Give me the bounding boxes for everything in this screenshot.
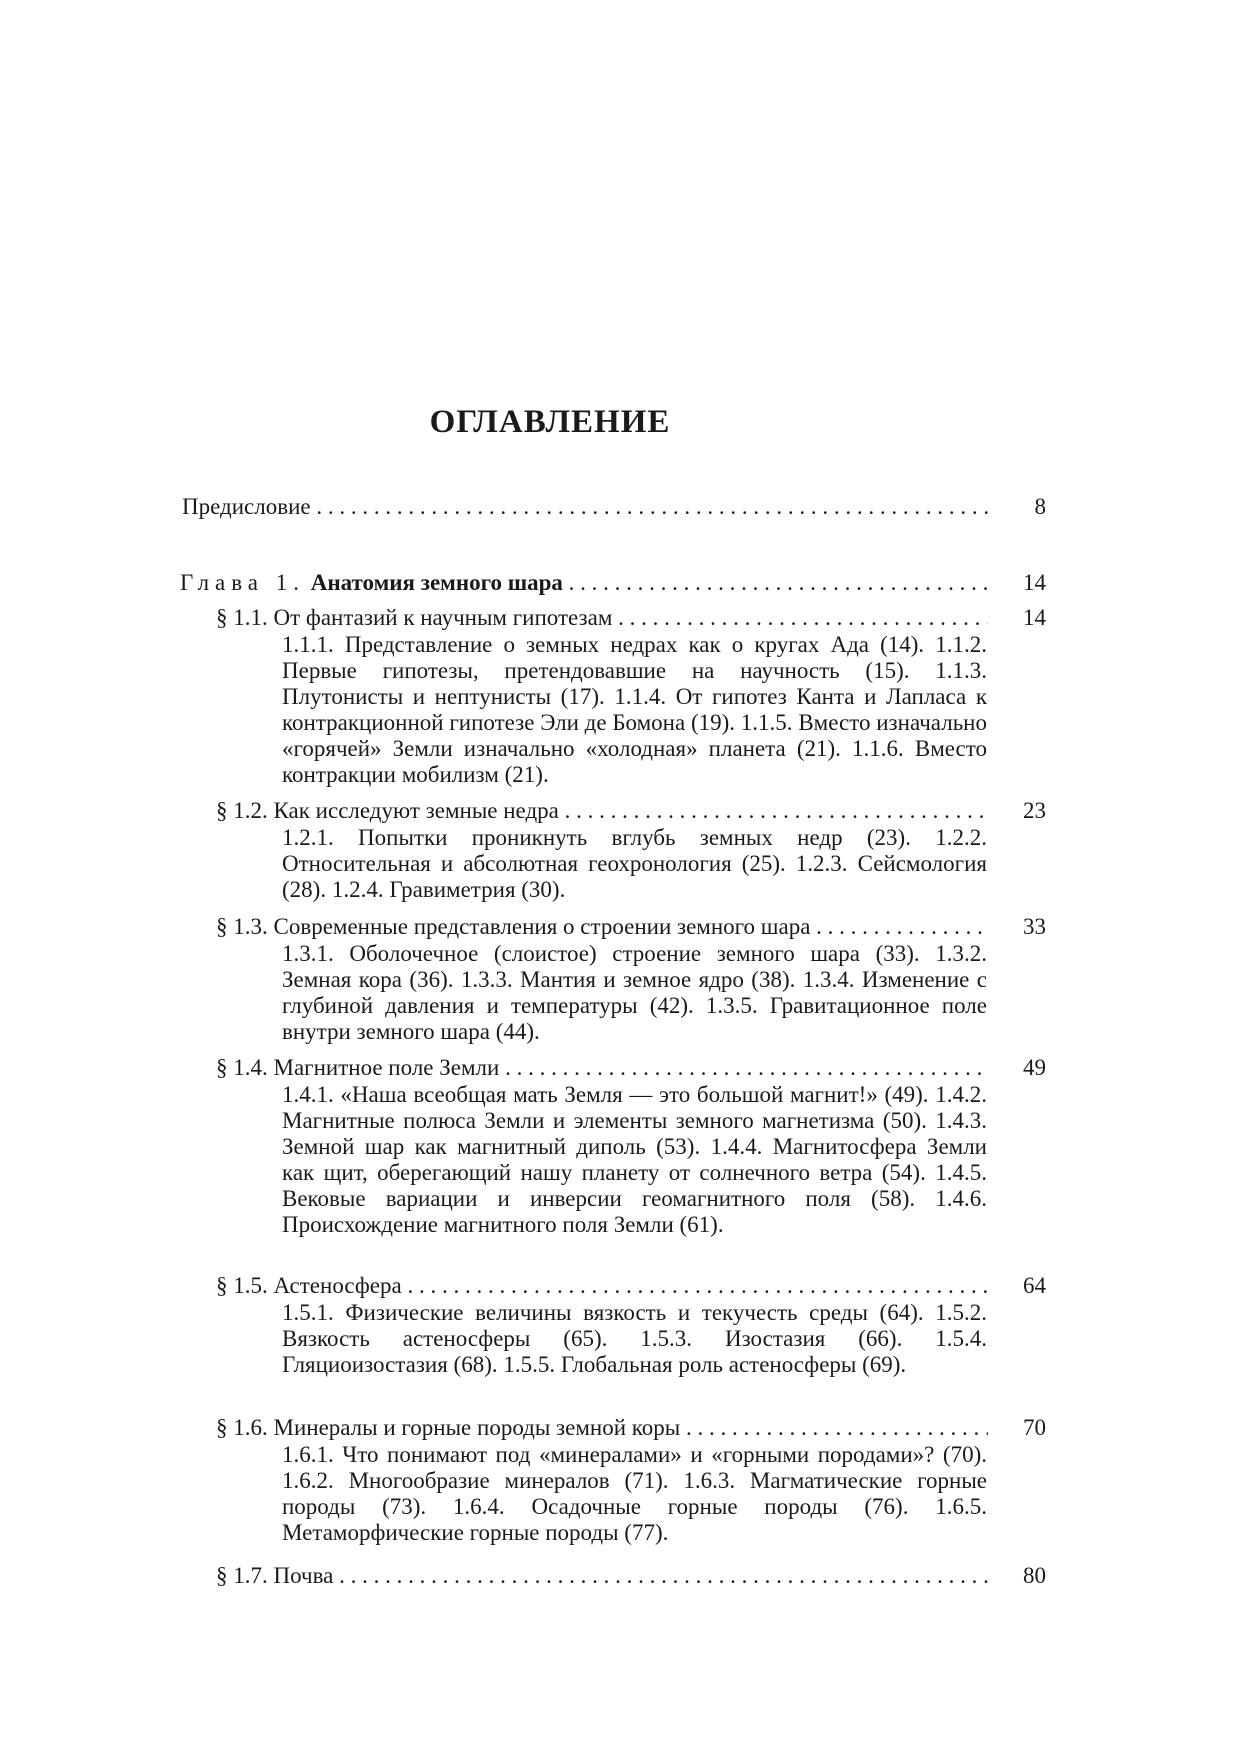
subsection-list: 1.5.1. Физические величины вязкость и текучесть среды (64). 1.5.2. Вязкость астеносферы (65). 1.5.3. Изостазия (66). 1.5.4. Гляциоизостазия (68). 1.5.5. Глобальная роль астеносферы (69). bbox=[282, 1300, 987, 1377]
toc-entry-label[interactable]: § 1.5. Астеносфера . . . bbox=[216, 1273, 988, 1299]
toc-entry-section[interactable] bbox=[0, 1273, 1241, 1299]
toc-entry-section[interactable] bbox=[0, 1055, 1241, 1081]
toc-entry-label[interactable]: § 1.2. Как исследуют земные недра . . . bbox=[216, 798, 988, 824]
toc-entry-label[interactable]: § 1.1. От фантазий к научным гипотезам . . . bbox=[216, 605, 988, 631]
toc-entry-label[interactable]: § 1.6. Минералы и горные породы земной коры . . . bbox=[216, 1415, 988, 1441]
chapter-prefix: Глава 1. bbox=[180, 570, 306, 595]
page-title: ОГЛАВЛЕНИЕ bbox=[429, 404, 671, 440]
subsection-list: 1.4.1. «Наша всеобщая мать Земля — это большой магнит!» (49). 1.4.2. Магнитные полюса Земли и элементы земного магнетизма (50). 1.4.3. Земной шар как магнитный диполь (53). 1.4.4. Магнитосфера Земли как щит, оберегающий нашу планету от солнечного ветра (54). 1.4.5. Вековые вариации и инверсии геомагнитного поля (58). 1.4.6. Происхождение магнитного поля Земли (61). bbox=[282, 1082, 987, 1237]
toc-entry-label[interactable]: § 1.3. Современные представления о строении земного шара . . . bbox=[216, 914, 988, 940]
toc-entry-label[interactable]: § 1.4. Магнитное поле Земли . . . bbox=[216, 1055, 988, 1081]
toc-page-number: 64 bbox=[1023, 1273, 1046, 1298]
toc-entry-preface[interactable] bbox=[0, 494, 1241, 520]
subsection-list: 1.6.1. Что понимают под «минералами» и «горными породами»? (70). 1.6.2. Многообразие минералов (71). 1.6.3. Магматические горные породы (73). 1.6.4. Осадочные горные породы (76). 1.6.5. Метаморфические горные породы (77). bbox=[282, 1442, 987, 1545]
toc-page-number: 23 bbox=[1023, 798, 1046, 823]
toc-page-number: 33 bbox=[1023, 914, 1046, 939]
subsection-list: 1.1.1. Представление о земных недрах как о кругах Ада (14). 1.1.2. Первые гипотезы, претендовавшие на научность (15). 1.1.3. Плутонисты и нептунисты (17). 1.1.4. От гипотез Канта и Лапласа к контракционной гипотезе Эли де Бомона (19). 1.1.5. Вместо изначально «горячей» Земли изначально «холодная» планета (21). 1.1.6. Вместо контракции мобилизм (21). bbox=[282, 632, 987, 787]
chapter-title: Анатомия земного шара bbox=[310, 570, 563, 595]
toc-page-number: 80 bbox=[1023, 1563, 1046, 1588]
toc-page-number: 8 bbox=[1034, 494, 1046, 519]
toc-page-number: 70 bbox=[1023, 1415, 1046, 1440]
toc-entry-chapter[interactable] bbox=[0, 570, 1241, 596]
toc-entry-section[interactable] bbox=[0, 914, 1241, 940]
toc-page-number: 14 bbox=[1023, 605, 1046, 630]
toc-entry-section[interactable] bbox=[0, 1563, 1241, 1589]
toc-entry-section[interactable] bbox=[0, 1415, 1241, 1441]
toc-page-number: 14 bbox=[1023, 570, 1046, 595]
toc-entry-label[interactable]: Предисловие . . . bbox=[182, 494, 988, 520]
toc-page-number: 49 bbox=[1023, 1055, 1046, 1080]
toc-entry-label[interactable] bbox=[180, 570, 988, 596]
toc-entry-section[interactable] bbox=[0, 798, 1241, 824]
subsection-list: 1.2.1. Попытки проникнуть вглубь земных недр (23). 1.2.2. Относительная и абсолютная геохронология (25). 1.2.3. Сейсмология (28). 1.2.4. Гравиметрия (30). bbox=[282, 825, 987, 902]
subsection-list: 1.3.1. Оболочечное (слоистое) строение земного шара (33). 1.3.2. Земная кора (36). 1.3.3. Мантия и земное ядро (38). 1.3.4. Изменение с глубиной давления и температуры (42). 1.3.5. Гравитационное поле внутри земного шара (44). bbox=[282, 941, 987, 1044]
toc-entry-section[interactable] bbox=[0, 605, 1241, 631]
toc-entry-label[interactable]: § 1.7. Почва . . . bbox=[216, 1563, 988, 1589]
